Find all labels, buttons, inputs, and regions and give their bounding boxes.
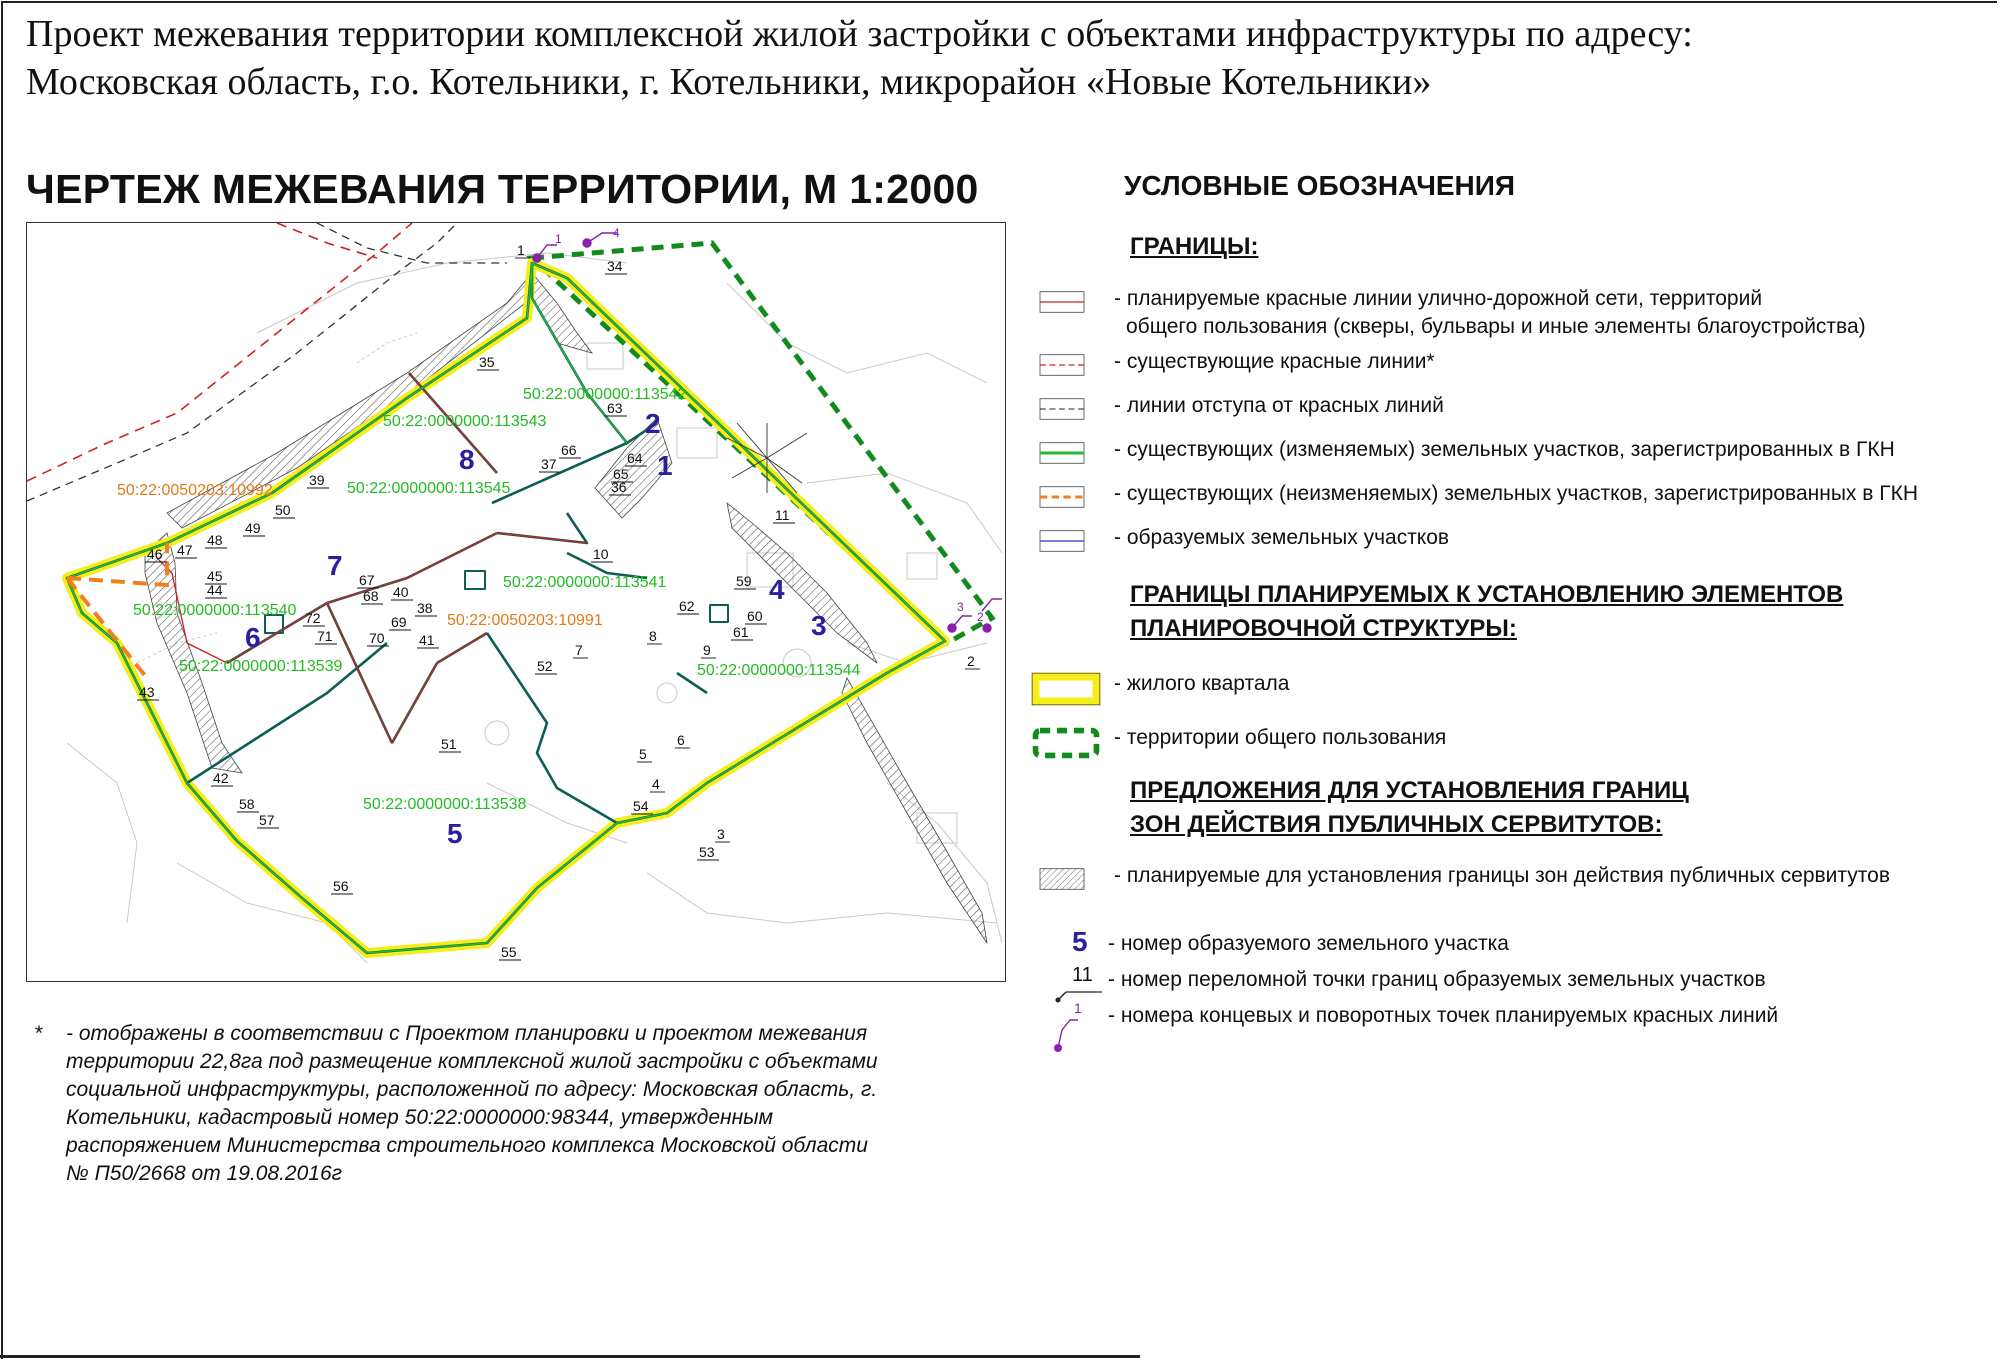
legend-servitude-heading-1: ПРЕДЛОЖЕНИЯ ДЛЯ УСТАНОВЛЕНИЯ ГРАНИЦ: [1130, 777, 1689, 804]
break-point-label: 6: [677, 732, 685, 748]
cadastral-label-green: 50:22:0000000:113539: [179, 658, 343, 675]
cadastral-label-orange: 50:22:0050203:10991: [447, 612, 603, 629]
legend-text: - номер переломной точки границ образуемых земельных участков: [1108, 968, 1766, 991]
legend-text: - номер образуемого земельного участка: [1108, 932, 1509, 955]
break-point-label: 9: [703, 642, 711, 658]
parcel-number-label: 7: [327, 550, 343, 581]
red-line-point-label: 2: [977, 610, 984, 624]
existing-red-lines: [27, 223, 412, 481]
break-point-label: 10: [593, 546, 609, 562]
orange-dashed-line-symbol: [1031, 486, 1093, 508]
break-point-label: 65: [613, 466, 629, 482]
break-point-label: 5: [639, 746, 647, 762]
red-line-point-label: 4: [613, 226, 620, 240]
legend-item-setback-lines: [1030, 392, 1980, 432]
legend-item-public-territory: [1030, 724, 1980, 764]
red-dashed-line-symbol: [1031, 354, 1093, 376]
footnote-marker: *: [34, 1022, 43, 1045]
legend-item-existing-unchanged-parcels: [1030, 480, 1980, 520]
green-solid-line-symbol: [1031, 442, 1093, 464]
break-point-label: 67: [359, 572, 375, 588]
parcel-number-label: 3: [811, 610, 827, 641]
legend-title: УСЛОВНЫЕ ОБОЗНАЧЕНИЯ: [1124, 170, 1516, 201]
project-header-line-1: Проект межевания территории комплексной жилой застройки с объектами инфраструктуры по адресу:: [26, 13, 1693, 55]
break-point-label: 72: [305, 610, 321, 626]
survey-map-canvas[interactable]: [27, 223, 1006, 982]
break-point-label: 56: [333, 878, 349, 894]
footnote-line: № П50/2668 от 19.08.2016г: [66, 1162, 343, 1185]
footnote-line: территории 22,8га под размещение комплексной жилой застройки с объектами: [66, 1050, 878, 1073]
break-point-label: 44: [207, 582, 223, 598]
legend-text: - планируемые для установления границы зон действия публичных сервитутов: [1114, 864, 1890, 887]
break-point-label: 60: [747, 608, 763, 624]
break-point-label: 42: [213, 770, 229, 786]
project-header: [26, 10, 1966, 106]
break-point-labels: [137, 242, 980, 960]
legend-item-formed-parcels: [1030, 524, 1980, 564]
legend-text: - существующие красные линии*: [1114, 350, 1435, 373]
break-point-label: 37: [541, 456, 557, 472]
red-line-point-symbol-number: 1: [1074, 1000, 1082, 1016]
break-point-label: 3: [717, 826, 725, 842]
legend-item-parcel-number: [1030, 926, 1980, 970]
legend-text: - территории общего пользования: [1114, 726, 1447, 749]
project-header-line-2: Московская область, г.о. Котельники, г. Котельники, микрорайон «Новые Котельники»: [26, 61, 1432, 103]
star-diagram: [727, 423, 807, 493]
legend-servitude-heading-2: ЗОН ДЕЙСТВИЯ ПУБЛИЧНЫХ СЕРВИТУТОВ:: [1130, 811, 1663, 838]
legend-text: - существующих (изменяемых) земельных участков, зарегистрированных в ГКН: [1114, 438, 1895, 461]
break-point-label: 55: [501, 944, 517, 960]
break-point-label: 68: [363, 588, 379, 604]
break-point-label: 38: [417, 600, 433, 616]
legend-text: - жилого квартала: [1114, 672, 1290, 695]
footnote-body: [66, 1020, 1006, 1188]
red-line-point-label: 3: [957, 600, 964, 614]
break-point-label: 39: [309, 472, 325, 488]
break-point-label: 36: [611, 479, 627, 495]
break-point-label: 58: [239, 796, 255, 812]
cadastral-label-green: 50:22:0000000:113538: [363, 796, 527, 813]
break-point-label: 66: [561, 442, 577, 458]
break-point-label: 47: [177, 542, 193, 558]
cadastral-label-green: 50:22:0000000:113541: [503, 574, 667, 591]
hatch-box-symbol: [1031, 868, 1093, 890]
legend-text-cont: общего пользования (скверы, бульвары и иные элементы благоустройства): [1126, 315, 1866, 338]
break-point-label: 8: [649, 628, 657, 644]
break-point-label: 46: [147, 546, 163, 562]
break-point-label: 64: [627, 450, 643, 466]
break-point-label: 71: [317, 628, 333, 644]
red-line-point-label: 1: [555, 232, 562, 246]
break-point-label: 69: [391, 614, 407, 630]
legend-item-break-point: [1030, 966, 1980, 1006]
break-point-label: 53: [699, 844, 715, 860]
legend-structure-heading-2: ПЛАНИРОВОЧНОЙ СТРУКТУРЫ:: [1130, 615, 1517, 642]
red-solid-line-symbol: [1031, 291, 1093, 313]
parcel-number-label: 2: [645, 408, 661, 439]
legend-item-residential-block: [1030, 670, 1980, 710]
survey-map[interactable]: [26, 222, 1006, 982]
legend-item-red-line-point: [1030, 1002, 1980, 1042]
break-point-label: 62: [679, 598, 695, 614]
legend-text: - образуемых земельных участков: [1114, 526, 1450, 549]
break-point-label: 7: [575, 642, 583, 658]
footnote-line: социальной инфраструктуры, расположенной по адресу: Московская область, г.: [66, 1078, 878, 1101]
parcel-number-symbol: 5: [1072, 926, 1088, 957]
cadastral-label-green: 50:22:0000000:113540: [133, 602, 297, 619]
green-dashed-box-symbol: [1031, 726, 1101, 760]
legend-text: - линии отступа от красных линий: [1114, 394, 1444, 417]
break-point-label: 4: [652, 776, 660, 792]
parcel-number-label: 6: [245, 622, 261, 653]
black-dashed-line-symbol: [1031, 398, 1093, 420]
cadastral-label-green: 50:22:0000000:113544: [697, 662, 861, 679]
drawing-title: ЧЕРТЕЖ МЕЖЕВАНИЯ ТЕРРИТОРИИ, М 1:2000: [26, 166, 979, 212]
parcel-number-label: 5: [447, 818, 463, 849]
break-point-label: 51: [441, 736, 457, 752]
yellow-box-symbol: [1031, 672, 1101, 706]
break-point-label: 48: [207, 532, 223, 548]
red-line-point-symbol: [1048, 1002, 1098, 1058]
cadastral-label-green: 50:22:0000000:113542: [523, 386, 687, 403]
parcel-number-label: 1: [657, 450, 673, 481]
legend-text: - номера концевых и поворотных точек планируемых красных линий: [1108, 1004, 1779, 1027]
legend-item-existing-changed-parcels: [1030, 436, 1980, 476]
footnote-line: - отображены в соответствии с Проектом планировки и проектом межевания: [66, 1022, 868, 1045]
break-point-label: 2: [967, 653, 975, 669]
break-point-label: 57: [259, 812, 275, 828]
legend-boundaries-heading: ГРАНИЦЫ:: [1130, 233, 1259, 260]
legend-text: - существующих (неизменяемых) земельных участков, зарегистрированных в ГКН: [1114, 482, 1919, 505]
sheet-bottom-rule: [0, 1355, 1140, 1358]
break-point-label: 54: [633, 798, 649, 814]
legend-text: - планируемые красные линии улично-дорожной сети, территорий: [1114, 287, 1763, 310]
legend-item-existing-red-lines: [1030, 348, 1980, 388]
break-point-label: 43: [139, 684, 155, 700]
blue-solid-line-symbol: [1031, 530, 1093, 552]
break-point-label: 59: [736, 573, 752, 589]
footnote-line: Котельники, кадастровый номер 50:22:0000000:98344, утвержденным: [66, 1106, 774, 1129]
break-point-label: 11: [775, 507, 790, 523]
break-point-label: 35: [479, 354, 495, 370]
parcel-number-label: 4: [769, 574, 785, 605]
legend-item-servitude-zone: [1030, 862, 1980, 902]
legend-structure-heading-1: ГРАНИЦЫ ПЛАНИРУЕМЫХ К УСТАНОВЛЕНИЮ ЭЛЕМЕНТОВ: [1130, 581, 1844, 608]
break-point-label: 63: [607, 400, 623, 416]
break-point-label: 34: [607, 258, 623, 274]
legend-item-planned-red-lines: [1030, 285, 1980, 341]
footnote-line: распоряжением Министерства строительного комплекса Московской области: [66, 1134, 868, 1157]
break-point-label: 50: [275, 502, 291, 518]
break-point-label: 70: [369, 630, 385, 646]
cadastral-label-orange: 50:22:0050203:10992: [117, 482, 273, 499]
break-point-label: 41: [419, 632, 435, 648]
cadastral-label-green: 50:22:0000000:113543: [383, 413, 547, 430]
break-point-label: 49: [245, 520, 261, 536]
cadastral-label-green: 50:22:0000000:113545: [347, 480, 511, 497]
break-point-label: 45: [207, 568, 223, 584]
break-point-label: 40: [393, 584, 409, 600]
parcel-number-label: 8: [459, 444, 475, 475]
break-point-label: 52: [537, 658, 553, 674]
break-point-label: 61: [733, 624, 749, 640]
break-point-symbol-number: 11: [1072, 964, 1093, 986]
break-point-label: 1: [517, 242, 525, 258]
